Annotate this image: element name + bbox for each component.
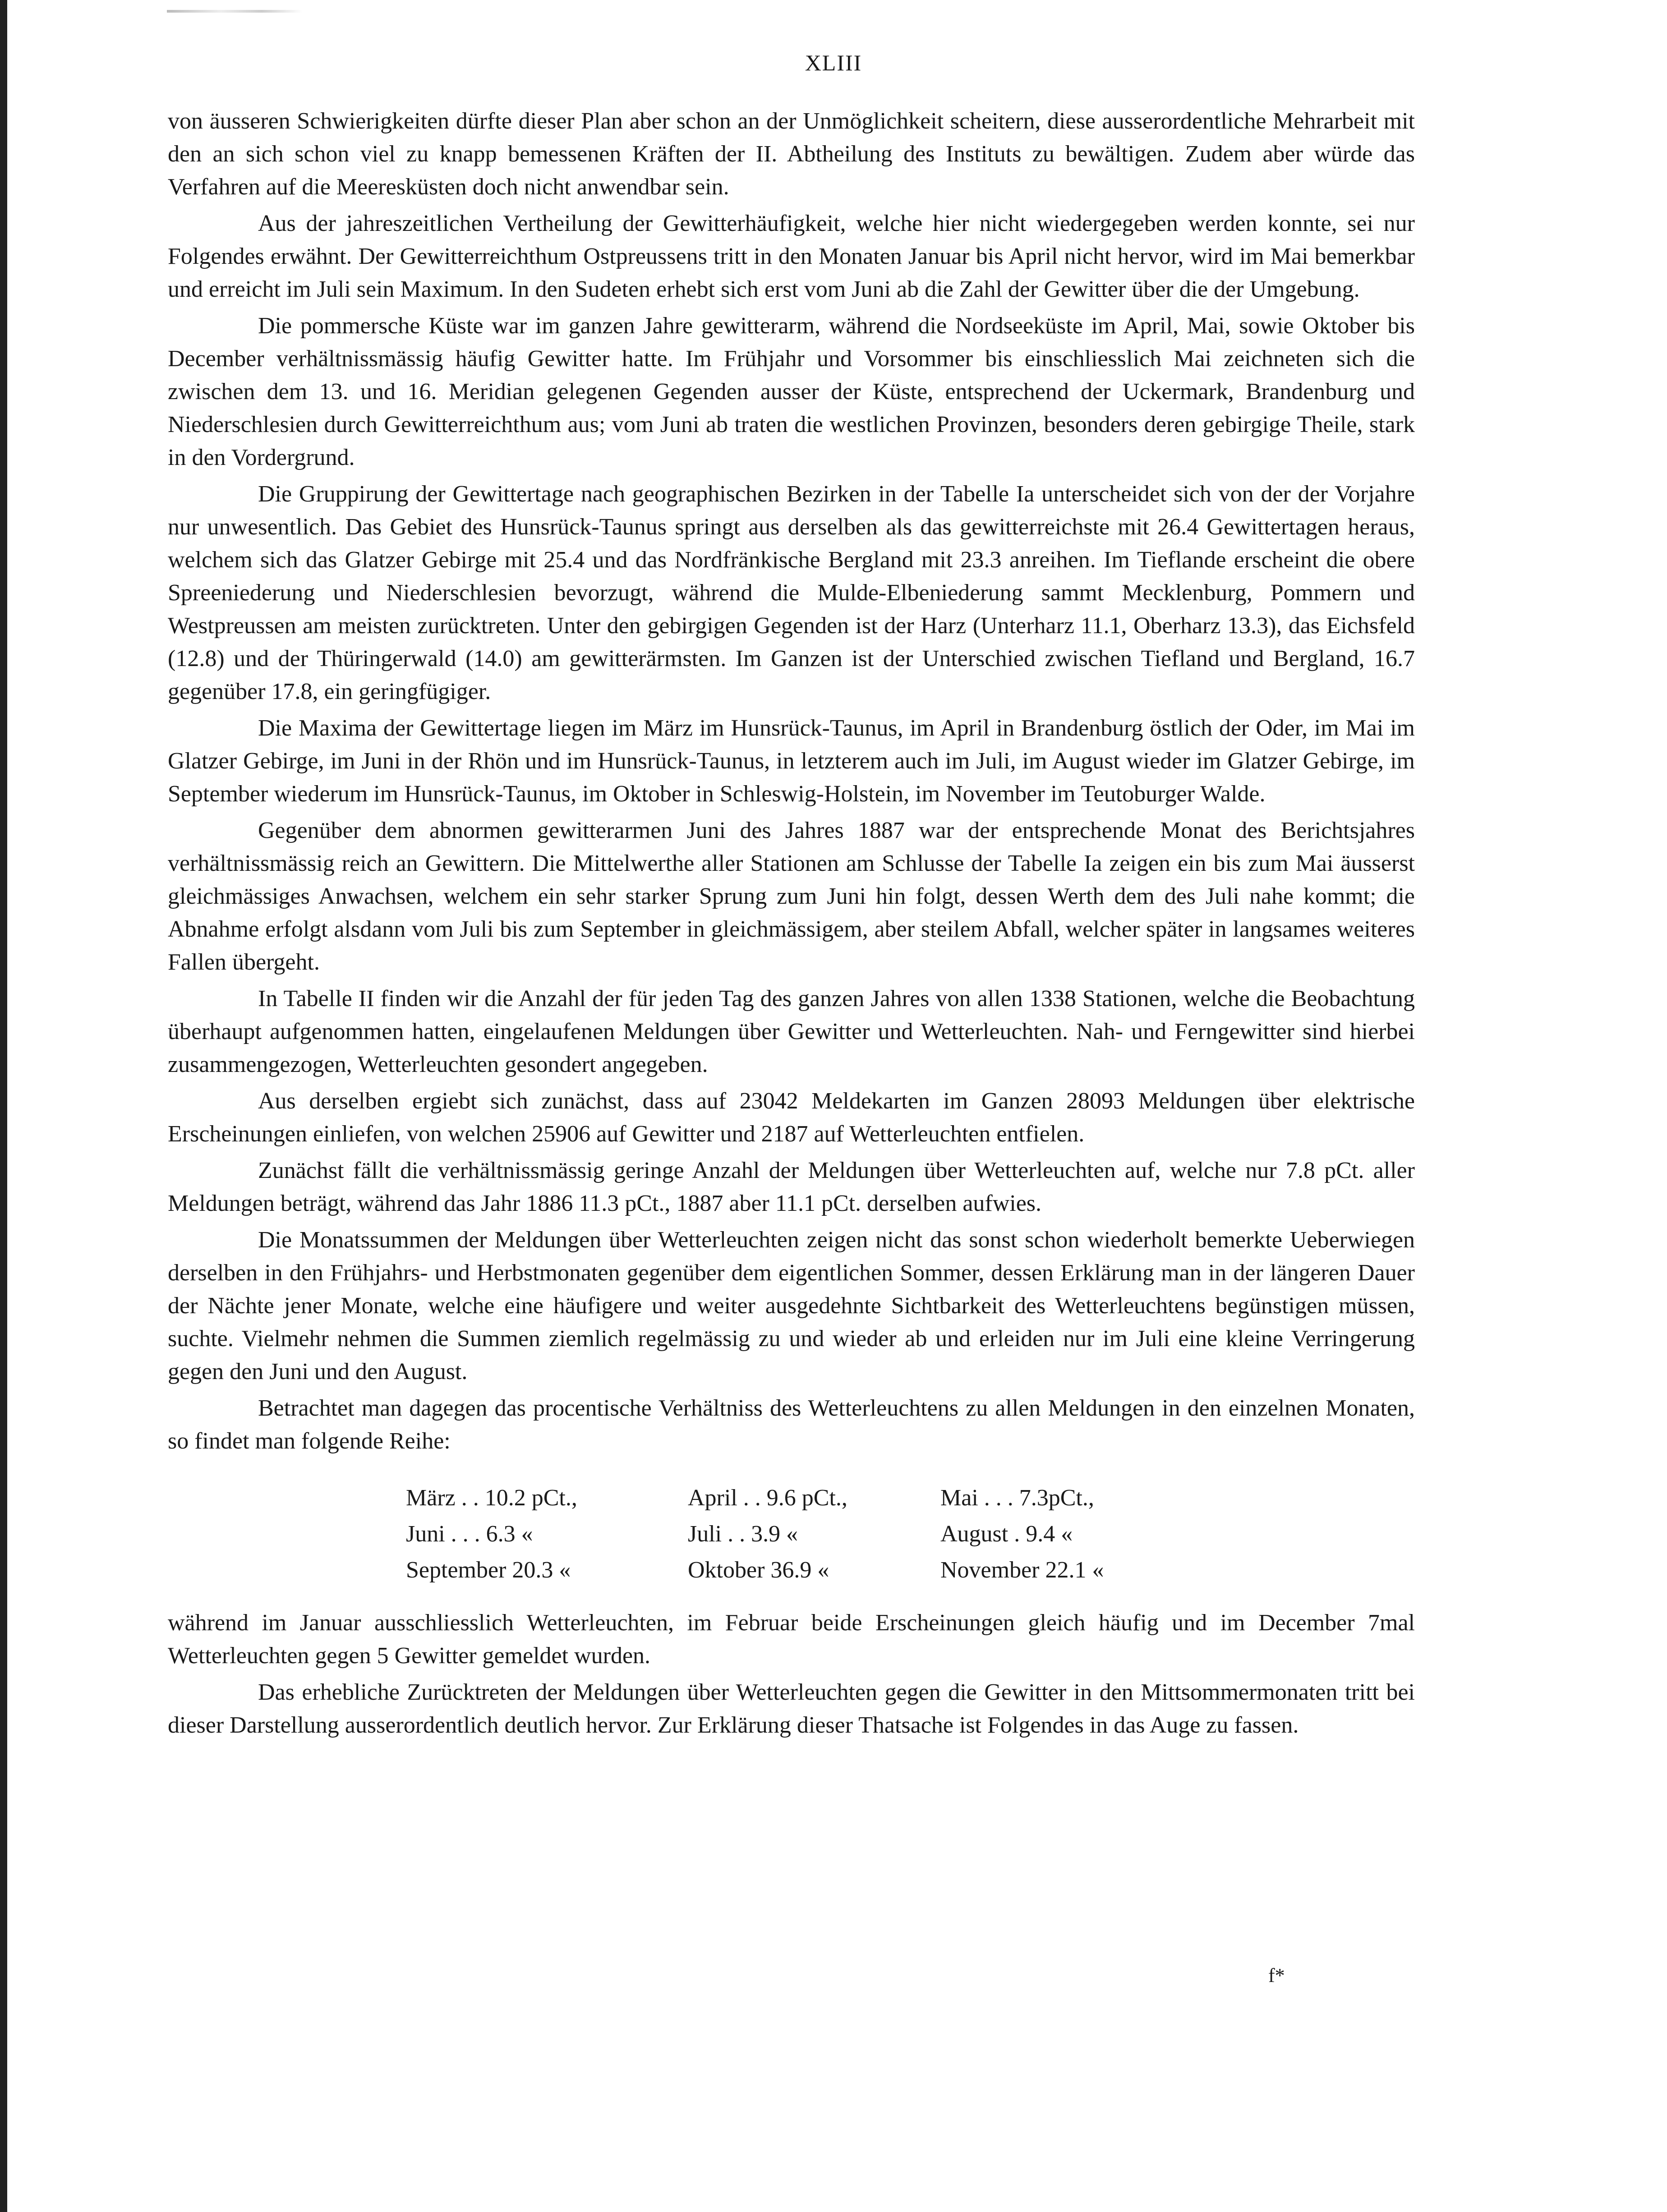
text-column [168, 105, 1415, 1745]
page-number: XLIII [805, 50, 862, 75]
paragraph: von äusseren Schwierigkeiten dürfte dieser Plan aber schon an der Unmöglichkeit scheitern, diese ausserordentliche Mehrarbeit mit den an sich schon viel zu knapp bemessenen Kräften der II. Abtheilung des Instituts zu bewältigen. Zudem aber würde das Verfahren auf die Meeresküsten doch nicht anwendbar sein. [168, 108, 1415, 200]
series-row [406, 1480, 1193, 1516]
paragraph: Zunächst fällt die verhältnissmässig geringe Anzahl der Meldungen über Wetterleuchten auf, welche nur 7.8 pCt. aller Meldungen beträgt, während das Jahr 1886 11.3 pCt., 1887 aber 11.1 pCt. derselben aufwies. [168, 1158, 1415, 1216]
series-cell: April . . 9.6 pCt., [688, 1485, 847, 1511]
scan-smudge [167, 10, 302, 13]
series-cell: November 22.1 « [940, 1557, 1104, 1583]
binding-edge [0, 0, 7, 2212]
paragraph: während im Januar ausschliesslich Wetterleuchten, im Februar beide Erscheinungen gleich häufig und im December 7mal Wetterleuchten gegen 5 Gewitter gemeldet wurden. [168, 1610, 1415, 1669]
paragraph: Aus derselben ergiebt sich zunächst, dass auf 23042 Meldekarten im Ganzen 28093 Meldungen über elektrische Erscheinungen einliefen, von welchen 25906 auf Gewitter und 2187 auf Wetterleuchten entfielen. [168, 1088, 1415, 1147]
series-cell: Mai . . . 7.3pCt., [940, 1485, 1094, 1511]
series-cell: September 20.3 « [406, 1557, 571, 1583]
paragraph: Gegenüber dem abnormen gewitterarmen Juni des Jahres 1887 war der entsprechende Monat des Berichtsjahres verhältnissmässig reich an Gewittern. Die Mittelwerthe aller Stationen am Schlusse der Tabelle Ia zeigen ein bis zum Mai äusserst gleichmässiges Anwachsen, welchem ein sehr starker Sprung zum Juni hin folgt, dessen Werth dem des Juli nahe kommt; die Abnahme erfolgt alsdann vom Juli bis zum September in gleichmässigem, aber steilem Abfall, welcher später in langsames weiteres Fallen übergeht. [168, 818, 1415, 975]
paragraph: Betrachtet man dagegen das procentische Verhältniss des Wetterleuchtens zu allen Meldungen in den einzelnen Monaten, so findet man folgende Reihe: [168, 1395, 1415, 1454]
paragraph: Die Maxima der Gewittertage liegen im März im Hunsrück-Taunus, im April in Brandenburg östlich der Oder, im Mai im Glatzer Gebirge, im Juni in der Rhön und im Hunsrück-Taunus, in letzterem auch im Juli, im August wieder im Glatzer Gebirge, im September wiederum im Hunsrück-Taunus, im Oktober in Schleswig-Holstein, im November im Teutoburger Walde. [168, 715, 1415, 807]
series-row [406, 1516, 1193, 1552]
series-cell: August . 9.4 « [940, 1521, 1073, 1547]
paragraph: In Tabelle II finden wir die Anzahl der für jeden Tag des ganzen Jahres von allen 1338 Stationen, welche die Beobachtung überhaupt aufgenommen hatten, eingelaufenen Meldungen über Gewitter und Wetterleuchten. Nah- und Ferngewitter sind hierbei zusammengezogen, Wetterleuchten gesondert angegeben. [168, 986, 1415, 1077]
paragraph: Die Monatssummen der Meldungen über Wetterleuchten zeigen nicht das sonst schon wiederholt bemerkte Ueberwiegen derselben in den Frühjahrs- und Herbstmonaten gegenüber dem eigentlichen Sommer, dessen Erklärung man in der längeren Dauer der Nächte jener Monate, welche eine häufigere und weiter ausgedehnte Sichtbarkeit des Wetterleuchtens begünstigen müssen, suchte. Vielmehr nehmen die Summen ziemlich regelmässig zu und wieder ab und erleiden nur im Juli eine kleine Verringerung gegen den Juni und den August. [168, 1227, 1415, 1384]
signature-mark: f* [1268, 1964, 1285, 1987]
monthly-percentage-series [406, 1480, 1193, 1588]
series-cell: Juni . . . 6.3 « [406, 1521, 533, 1547]
series-cell: März . . 10.2 pCt., [406, 1485, 577, 1511]
series-cell: Oktober 36.9 « [688, 1557, 829, 1583]
paragraph: Die Gruppirung der Gewittertage nach geographischen Bezirken in der Tabelle Ia unterscheidet sich von der der Vorjahre nur unwesentlich. Das Gebiet des Hunsrück-Taunus springt aus derselben als das gewitterreichste mit 26.4 Gewittertagen heraus, welchem sich das Glatzer Gebirge mit 25.4 und das Nordfränkische Bergland mit 23.3 anreihen. Im Tieflande erscheint die obere Spreeniederung und Niederschlesien bevorzugt, während die Mulde-Elbeniederung sammt Mecklenburg, Pommern und Westpreussen am meisten zurücktreten. Unter den gebirgigen Gegenden ist der Harz (Unterharz 11.1, Oberharz 13.3), das Eichsfeld (12.8) und der Thüringerwald (14.0) am gewitterärmsten. Im Ganzen ist der Unterschied zwischen Tiefland und Bergland, 16.7 gegenüber 17.8, ein geringfügiger. [168, 481, 1415, 704]
series-cell: Juli . . 3.9 « [688, 1521, 798, 1547]
series-row [406, 1552, 1193, 1588]
paragraph: Die pommersche Küste war im ganzen Jahre gewitterarm, während die Nordseeküste im April, Mai, sowie Oktober bis December verhältnissmässig häufig Gewitter hatte. Im Frühjahr und Vorsommer bis einschliesslich Mai zeichneten sich die zwischen dem 13. und 16. Meridian gelegenen Gegenden ausser der Küste, entsprechend der Uckermark, Brandenburg und Niederschlesien durch Gewitterreichthum aus; vom Juni ab traten die westlichen Provinzen, besonders deren gebirgige Theile, stark in den Vordergrund. [168, 313, 1415, 470]
paragraph: Das erhebliche Zurücktreten der Meldungen über Wetterleuchten gegen die Gewitter in den Mittsommermonaten tritt bei dieser Darstellung ausserordentlich deutlich hervor. Zur Erklärung dieser Thatsache ist Folgendes in das Auge zu fassen. [168, 1679, 1415, 1738]
paragraph: Aus der jahreszeitlichen Vertheilung der Gewitterhäufigkeit, welche hier nicht wiedergegeben werden konnte, sei nur Folgendes erwähnt. Der Gewitterreichthum Ostpreussens tritt in den Monaten Januar bis April nicht hervor, wird im Mai bemerkbar und erreicht im Juli sein Maximum. In den Sudeten erhebt sich erst vom Juni ab die Zahl der Gewitter über die der Umgebung. [168, 211, 1415, 302]
